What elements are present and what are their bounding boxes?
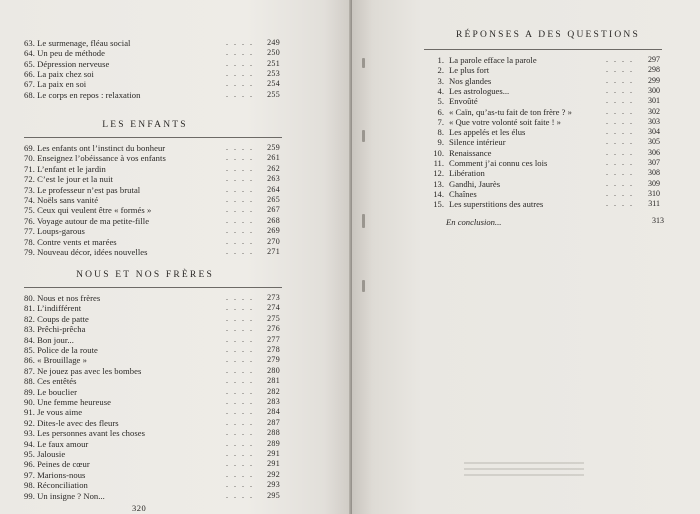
entry-page: 261 (267, 153, 280, 163)
toc-entry (428, 189, 660, 199)
entry-number: 10. (433, 147, 444, 158)
entry-page: 305 (648, 137, 660, 147)
entry-number: 90. (24, 397, 38, 407)
toc-entry (428, 127, 660, 137)
entry-title: Une femme heureuse (37, 397, 112, 407)
entry-number: 92. (24, 417, 38, 428)
entry-page: 255 (267, 89, 280, 99)
entry-number: 1. (437, 55, 444, 65)
entry-page: 274 (267, 303, 280, 313)
entry-number: 86. (24, 355, 38, 366)
entry-number: 70. (24, 153, 38, 164)
leader-dots: . . . . (226, 345, 254, 354)
entry-title: Le plus fort (449, 65, 490, 76)
entry-title: Le surmenage, fléau social (37, 38, 131, 48)
entry-title: Chaînes (449, 188, 477, 199)
entry-title: Le corps en repos : relaxation (37, 89, 141, 100)
leader-dots: . . . . (226, 303, 254, 313)
entry-page: 284 (267, 407, 280, 417)
entry-number: 84. (24, 334, 38, 345)
entry-page: 277 (267, 334, 280, 344)
entry-page: 287 (267, 417, 280, 427)
entry-page: 253 (267, 68, 280, 78)
leader-dots: . . . . (226, 79, 254, 89)
toc-entry (24, 185, 280, 195)
entry-number: 98. (24, 480, 38, 491)
leader-dots: . . . . (226, 174, 254, 184)
toc-entry (24, 376, 280, 386)
toc-entry (24, 314, 280, 324)
entry-title: Ces entêtés (37, 376, 77, 387)
entry-page: 283 (267, 397, 280, 406)
toc-entry (428, 96, 660, 106)
section-heading-reponses: RÉPONSES A DES QUESTIONS (456, 30, 640, 40)
entry-title: L’indifférent (37, 303, 82, 314)
entry-number: 95. (24, 449, 38, 459)
leader-dots: . . . . (226, 68, 254, 78)
conclusion-title: En conclusion... (446, 217, 502, 227)
entry-title: Coups de patte (37, 313, 89, 324)
entry-title: Nos glandes (449, 75, 492, 86)
entry-title: Un insigne ? Non... (37, 490, 105, 501)
entry-title: Renaissance (449, 147, 492, 158)
leader-dots: . . . . (226, 48, 254, 58)
entry-title: Marions-nous (37, 469, 86, 480)
entry-page: 262 (267, 163, 280, 173)
entry-number: 68. (24, 89, 38, 100)
entry-title: Les astrologues... (449, 85, 510, 96)
entry-number: 5. (437, 96, 444, 107)
entry-number: 7. (437, 116, 444, 127)
section-heading-freres: NOUS ET NOS FRÈRES (76, 270, 214, 280)
toc-entry (24, 216, 280, 226)
entry-title: Les superstitions des autres (449, 199, 544, 210)
leader-dots: . . . . (226, 195, 254, 204)
entry-title: Bon jour... (37, 334, 74, 345)
section-heading-enfants: LES ENFANTS (102, 120, 188, 130)
entry-title: La paix en soi (37, 79, 87, 90)
leader-dots: . . . . (226, 480, 254, 490)
entry-page: 259 (267, 143, 280, 152)
entry-title: Le bouclier (37, 386, 78, 397)
entry-page: 279 (267, 355, 280, 365)
entry-page: 250 (267, 48, 280, 58)
entry-title: Enseignez l’obéissance à vos enfants (37, 153, 166, 164)
entry-title: C’est le jour et la nuit (37, 174, 113, 185)
leader-dots: . . . . (226, 89, 254, 99)
leader-dots: . . . . (226, 247, 254, 256)
leader-dots: . . . . (606, 106, 634, 116)
entry-title: Je vous aime (37, 407, 83, 418)
entry-page: 254 (267, 79, 280, 89)
entry-page: 291 (267, 459, 280, 469)
entry-page: 263 (267, 174, 280, 184)
entry-number: 9. (437, 137, 444, 148)
toc-entry (24, 38, 280, 48)
toc-entry (428, 148, 660, 158)
entry-title: Loups-garous (37, 226, 85, 237)
toc-entry (24, 324, 280, 334)
leader-dots: . . . . (226, 490, 254, 500)
toc-entry (428, 65, 660, 75)
leader-dots: . . . . (606, 85, 634, 95)
entry-number: 15. (433, 199, 444, 210)
entry-page: 298 (648, 65, 660, 75)
toc-entry (428, 117, 660, 127)
entry-page: 304 (648, 127, 660, 137)
entry-number: 13. (433, 178, 444, 189)
toc-entry (24, 418, 280, 428)
right-page (352, 0, 700, 514)
leader-dots: . . . . (226, 417, 254, 427)
toc-entry (428, 55, 660, 65)
entry-title: Voyage autour de ma petite-fille (36, 215, 150, 226)
leader-dots: . . . . (226, 365, 254, 375)
toc-entry (24, 174, 280, 184)
entry-number: 76. (24, 215, 37, 226)
leader-dots: . . . . (226, 184, 254, 194)
leader-dots: . . . . (606, 158, 634, 167)
page-number: 320 (132, 503, 147, 513)
leader-dots: . . . . (606, 137, 634, 147)
toc-entry (428, 199, 660, 209)
entry-number: 89. (24, 386, 38, 397)
toc-entry (24, 366, 280, 376)
leader-dots: . . . . (226, 376, 254, 386)
entry-number: 72. (24, 174, 38, 185)
leader-dots: . . . . (226, 355, 254, 365)
entry-number: 79. (24, 247, 38, 257)
toc-entry (24, 226, 280, 236)
entry-number: 77. (24, 226, 38, 237)
leader-dots: . . . . (606, 199, 634, 209)
entry-title: Les personnes avant les choses (37, 428, 146, 439)
entry-page: 268 (267, 215, 280, 225)
entry-title: Silence intérieur (449, 137, 506, 148)
entry-number: 63. (24, 38, 38, 48)
entry-page: 273 (267, 293, 280, 302)
leader-dots: . . . . (606, 116, 634, 126)
leader-dots: . . . . (226, 449, 254, 458)
toc-entry (24, 491, 280, 501)
leader-dots: . . . . (606, 188, 634, 198)
toc-entry (428, 179, 660, 189)
toc-entry (24, 345, 280, 355)
entry-number: 78. (24, 236, 38, 247)
entry-number: 73. (24, 184, 38, 195)
toc-entry (24, 303, 280, 313)
toc-entry (24, 407, 280, 417)
entry-number: 93. (24, 428, 38, 439)
entry-number: 11. (433, 158, 444, 168)
entry-title: Dites-le avec des fleurs (37, 417, 119, 428)
entry-title: « Brouillage » (37, 355, 87, 366)
leader-dots: . . . . (226, 215, 254, 225)
conclusion-page: 313 (652, 216, 664, 225)
entry-number: 88. (24, 376, 38, 387)
entry-title: Dépression nerveuse (37, 58, 110, 69)
entry-page: 302 (648, 106, 660, 116)
toc-entry (24, 247, 280, 257)
entry-page: 288 (267, 428, 280, 438)
toc-entry (24, 480, 280, 490)
entry-title: Peines de cœur (37, 459, 90, 470)
leader-dots: . . . . (226, 386, 254, 396)
entry-page: 299 (648, 75, 660, 85)
toc-entry (428, 107, 660, 117)
entry-page: 249 (267, 38, 280, 47)
entry-title: « Caïn, qu’as-tu fait de ton frère ? » (449, 106, 572, 117)
toc-entry (24, 428, 280, 438)
entry-page: 310 (648, 188, 660, 198)
leader-dots: . . . . (226, 163, 254, 173)
entry-number: 71. (24, 163, 38, 174)
entry-page: 251 (267, 58, 280, 68)
toc-entry (428, 158, 660, 168)
entry-title: Le faux amour (37, 438, 89, 449)
entry-title: Prêchi-prêcha (37, 324, 86, 335)
leader-dots: . . . . (226, 428, 254, 438)
toc-entry (428, 76, 660, 86)
leader-dots: . . . . (226, 236, 254, 246)
entry-page: 300 (648, 85, 660, 95)
entry-number: 82. (24, 313, 38, 324)
entry-page: 281 (267, 376, 280, 386)
section-rule (424, 49, 662, 50)
leader-dots: . . . . (606, 65, 634, 75)
leader-dots: . . . . (226, 58, 254, 68)
toc-entry (24, 48, 280, 58)
entry-title: Le professeur n’est pas brutal (37, 184, 141, 195)
binding-stitch (362, 130, 365, 142)
leader-dots: . . . . (226, 334, 254, 344)
toc-entry (24, 439, 280, 449)
leader-dots: . . . . (606, 75, 634, 85)
toc-entry (24, 59, 280, 69)
leader-dots: . . . . (606, 178, 634, 188)
entry-title: L’enfant et le jardin (37, 163, 106, 174)
entry-number: 2. (437, 65, 444, 76)
entry-number: 75. (24, 205, 38, 216)
entry-number: 96. (24, 459, 38, 470)
leader-dots: . . . . (226, 407, 254, 417)
entry-page: 275 (267, 313, 280, 323)
entry-number: 97. (24, 469, 38, 480)
toc-entry (428, 86, 660, 96)
leader-dots: . . . . (226, 226, 254, 236)
section-rule (24, 137, 282, 138)
entry-number: 67. (24, 79, 38, 90)
entry-title: Envoûté (449, 96, 478, 107)
section-rule (24, 287, 282, 288)
leader-dots: . . . . (606, 168, 634, 178)
toc-entry (24, 387, 280, 397)
binding-stitch (362, 58, 365, 68)
entry-title: Les appelés et les élus (449, 127, 526, 138)
toc-entry (24, 153, 280, 163)
entry-title: « Que votre volonté soit faite ! » (449, 116, 561, 127)
entry-number: 69. (24, 143, 38, 153)
leader-dots: . . . . (226, 324, 254, 334)
entry-number: 80. (24, 293, 38, 303)
entry-page: 293 (267, 480, 280, 490)
entry-page: 267 (267, 205, 280, 215)
entry-page: 308 (648, 168, 660, 178)
leader-dots: . . . . (226, 38, 254, 47)
entry-title: Ceux qui veulent être « formés » (37, 205, 152, 216)
entry-page: 295 (267, 490, 280, 500)
entry-title: Contre vents et marées (37, 236, 117, 247)
entry-number: 85. (24, 345, 38, 355)
entry-page: 276 (267, 324, 280, 334)
leader-dots: . . . . (606, 127, 634, 137)
entry-page: 311 (648, 199, 660, 209)
toc-entry (24, 470, 280, 480)
toc-entry (24, 164, 280, 174)
entry-page: 271 (267, 247, 280, 256)
toc-entry (428, 137, 660, 147)
toc-entry (24, 449, 280, 459)
toc-entry (24, 459, 280, 469)
entry-title: Libération (449, 168, 485, 179)
leader-dots: . . . . (226, 469, 254, 479)
entry-page: 301 (648, 96, 660, 106)
entry-page: 265 (267, 195, 280, 204)
leader-dots: . . . . (226, 293, 254, 302)
entry-title: Comment j’ai connu ces lois (449, 158, 548, 168)
entry-title: Un peu de méthode (37, 48, 106, 59)
entry-title: La paix chez soi (37, 68, 94, 79)
toc-entry (24, 237, 280, 247)
entry-number: 91. (24, 407, 38, 418)
toc-entry (24, 335, 280, 345)
entry-number: 81. (24, 303, 38, 314)
faint-imprint (464, 458, 584, 484)
entry-page: 292 (267, 469, 280, 479)
entry-title: Nous et nos frères (37, 293, 101, 303)
leader-dots: . . . . (226, 438, 254, 448)
entry-title: Ne jouez pas avec les bombes (37, 365, 142, 376)
entry-number: 99. (24, 490, 38, 501)
entry-page: 306 (648, 147, 660, 157)
toc-entry (24, 69, 280, 79)
toc-entry (24, 355, 280, 365)
leader-dots: . . . . (226, 143, 254, 152)
entry-page: 297 (648, 55, 660, 64)
entry-number: 6. (437, 106, 444, 117)
entry-number: 66. (24, 68, 38, 79)
entry-number: 64. (24, 48, 38, 59)
entry-title: La parole efface la parole (449, 55, 537, 65)
leader-dots: . . . . (606, 55, 634, 64)
leader-dots: . . . . (226, 313, 254, 323)
entry-number: 4. (437, 85, 444, 96)
entry-number: 87. (24, 365, 38, 376)
leader-dots: . . . . (606, 96, 634, 106)
leader-dots: . . . . (226, 205, 254, 215)
toc-entry (24, 397, 280, 407)
entry-page: 269 (267, 226, 280, 236)
entry-number: 94. (24, 438, 38, 449)
toc-entry (428, 168, 660, 178)
entry-number: 3. (437, 75, 444, 86)
leader-dots: . . . . (226, 153, 254, 163)
entry-number: 12. (433, 168, 444, 179)
entry-page: 303 (648, 116, 660, 126)
entry-page: 291 (267, 449, 280, 458)
binding-stitch (362, 214, 365, 228)
entry-title: Nouveau décor, idées nouvelles (37, 247, 148, 257)
entry-number: 83. (24, 324, 38, 335)
entry-number: 14. (433, 188, 444, 199)
entry-page: 264 (267, 184, 280, 194)
entry-page: 289 (267, 438, 280, 448)
toc-entry (24, 205, 280, 215)
toc-entry (24, 79, 280, 89)
entry-title: Gandhi, Jaurès (449, 178, 501, 189)
leader-dots: . . . . (226, 459, 254, 469)
entry-page: 282 (267, 386, 280, 396)
entry-page: 270 (267, 236, 280, 246)
entry-title: Réconciliation (37, 480, 88, 491)
entry-title: Jalousie (37, 449, 66, 459)
entry-title: Noëls sans vanité (37, 195, 99, 205)
entry-number: 65. (24, 58, 38, 69)
entry-page: 309 (648, 178, 660, 188)
entry-title: Police de la route (37, 345, 98, 355)
entry-number: 74. (24, 195, 38, 205)
toc-entry (24, 195, 280, 205)
binding-stitch (362, 280, 365, 292)
entry-title: Les enfants ont l’instinct du bonheur (37, 143, 166, 153)
leader-dots: . . . . (226, 397, 254, 406)
leader-dots: . . . . (606, 147, 634, 157)
toc-entry (24, 90, 280, 100)
toc-entry (24, 293, 280, 303)
entry-number: 8. (437, 127, 444, 138)
entry-page: 307 (648, 158, 660, 167)
toc-entry (24, 143, 280, 153)
entry-page: 278 (267, 345, 280, 354)
entry-page: 280 (267, 365, 280, 375)
